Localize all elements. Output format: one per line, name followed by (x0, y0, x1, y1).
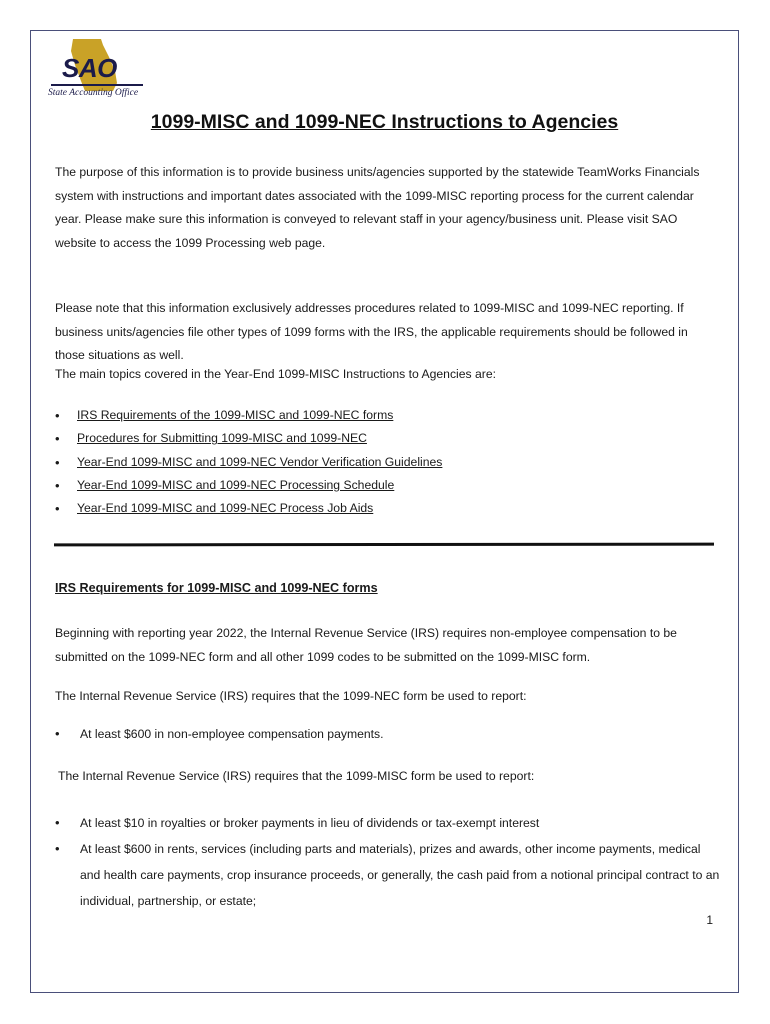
list-item[interactable] (55, 474, 720, 497)
section-paragraph-2: The Internal Revenue Service (IRS) requires that the 1099-NEC form be used to report: (55, 689, 527, 703)
section-heading: IRS Requirements for 1099-MISC and 1099-NEC forms (55, 581, 378, 595)
misc-requirements-list (55, 810, 720, 914)
list-item[interactable] (55, 497, 720, 520)
topic-link-procedures[interactable]: Procedures for Submitting 1099-MISC and 1099-NEC (77, 431, 367, 446)
topics-list (55, 404, 720, 520)
list-item[interactable] (55, 427, 720, 450)
list-item: • At least $600 in non-employee compensation payments. (55, 721, 720, 747)
topic-link-processing-schedule[interactable]: Year-End 1099-MISC and 1099-NEC Processing Schedule (77, 477, 395, 492)
section-paragraph-1: Beginning with reporting year 2022, the Internal Revenue Service (IRS) requires non-employee compensation to be submitted on the 1099-NEC form and all other 1099 codes to be submitted on the 1099-MISC form. (55, 626, 677, 664)
topic-link-irs-requirements[interactable]: IRS Requirements of the 1099-MISC and 1099-NEC forms (77, 408, 394, 422)
intro-paragraph-3: The main topics covered in the Year-End 1099-MISC Instructions to Agencies are: (55, 367, 497, 381)
section-paragraph-3: The Internal Revenue Service (IRS) requires that the 1099-MISC form be used to report: (58, 769, 535, 783)
list-item: • At least $600 in rents, services (including parts and materials), prizes and awards, other income payments, medical and health care payments, crop insurance proceeds, or generally, the cash paid from a notional principal contract to an individual, partnership, or estate; (55, 836, 720, 914)
logo-divider (51, 84, 143, 86)
logo-subtitle: State Accounting Office (48, 88, 139, 98)
sao-logo (39, 37, 139, 101)
list-item[interactable] (55, 404, 720, 427)
document-page (30, 30, 739, 993)
list-item[interactable] (55, 451, 720, 474)
logo-text: SAO (62, 53, 117, 83)
topic-link-job-aids[interactable]: Year-End 1099-MISC and 1099-NEC Process Job Aids (77, 501, 374, 516)
intro-paragraph-2: Please note that this information exclusively addresses procedures related to 1099-MISC and 1099-NEC reporting. If business units/agencies file other types of 1099 forms with the IRS, the applicable requirements should be followed in those situations as well. (55, 301, 688, 362)
topic-link-vendor-verification[interactable]: Year-End 1099-MISC and 1099-NEC Vendor Verification Guidelines (77, 454, 443, 469)
list-item: • At least $10 in royalties or broker payments in lieu of dividends or tax-exempt interest (55, 810, 720, 836)
page-number: 1 (706, 913, 713, 927)
page-title: 1099-MISC and 1099-NEC Instructions to Agencies (150, 111, 619, 133)
nec-requirements-list (55, 721, 720, 747)
intro-paragraph-1: The purpose of this information is to provide business units/agencies supported by the statewide TeamWorks Financials system with instructions and important dates associated with the 1099-MISC reporting process for the current calendar year. Please make sure this information is conveyed to relevant staff in your agency/business unit. Please visit SAO website to access the 1099 Processing web page. (55, 165, 700, 250)
section-divider (54, 543, 714, 547)
